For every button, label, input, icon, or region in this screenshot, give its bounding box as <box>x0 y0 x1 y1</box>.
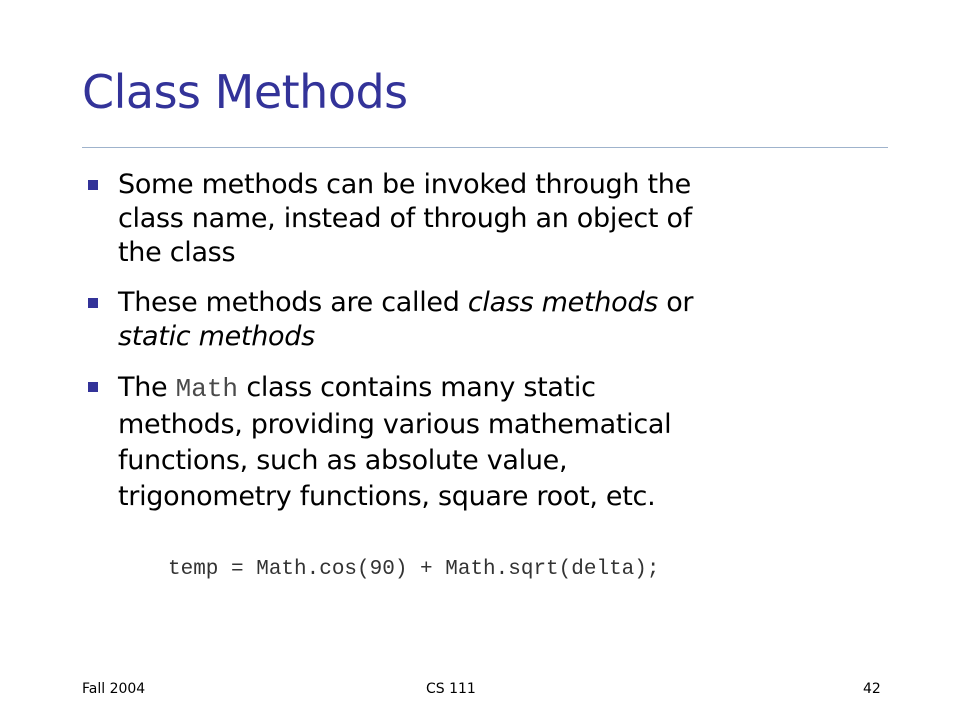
bullet-text: These methods are called <box>118 287 468 318</box>
bullet-text: or <box>657 287 694 318</box>
bullet-line: trigonometry functions, square root, etc. <box>118 481 656 512</box>
bullet-line: methods, providing various mathematical <box>118 409 672 440</box>
square-bullet-icon <box>88 382 98 392</box>
bullet-item <box>88 370 878 515</box>
bullet-text: class contains many static <box>238 372 596 403</box>
bullet-line: the class <box>118 237 236 268</box>
bullet-line <box>118 370 878 407</box>
emphasis-text: static methods <box>118 321 315 352</box>
bullet-line <box>118 286 878 320</box>
slide-title: Class Methods <box>82 65 408 119</box>
square-bullet-icon <box>88 298 98 308</box>
slide-body <box>88 168 878 531</box>
code-example: temp = Math.cos(90) + Math.sqrt(delta); <box>168 558 660 581</box>
bullet-line: functions, such as absolute value, <box>118 445 568 476</box>
footer-course: CS 111 <box>426 681 476 697</box>
bullet-item <box>88 286 878 354</box>
footer-date: Fall 2004 <box>82 681 146 697</box>
bullet-item <box>88 168 878 270</box>
bullet-line <box>118 320 878 354</box>
emphasis-text: class methods <box>467 287 658 318</box>
bullet-line: Some methods can be invoked through the <box>118 169 691 200</box>
title-divider <box>82 147 888 148</box>
bullet-text: The <box>118 372 176 403</box>
square-bullet-icon <box>88 180 98 190</box>
bullet-line: class name, instead of through an object of <box>118 203 692 234</box>
inline-code: Math <box>175 374 239 404</box>
footer-page-number: 42 <box>863 681 881 697</box>
